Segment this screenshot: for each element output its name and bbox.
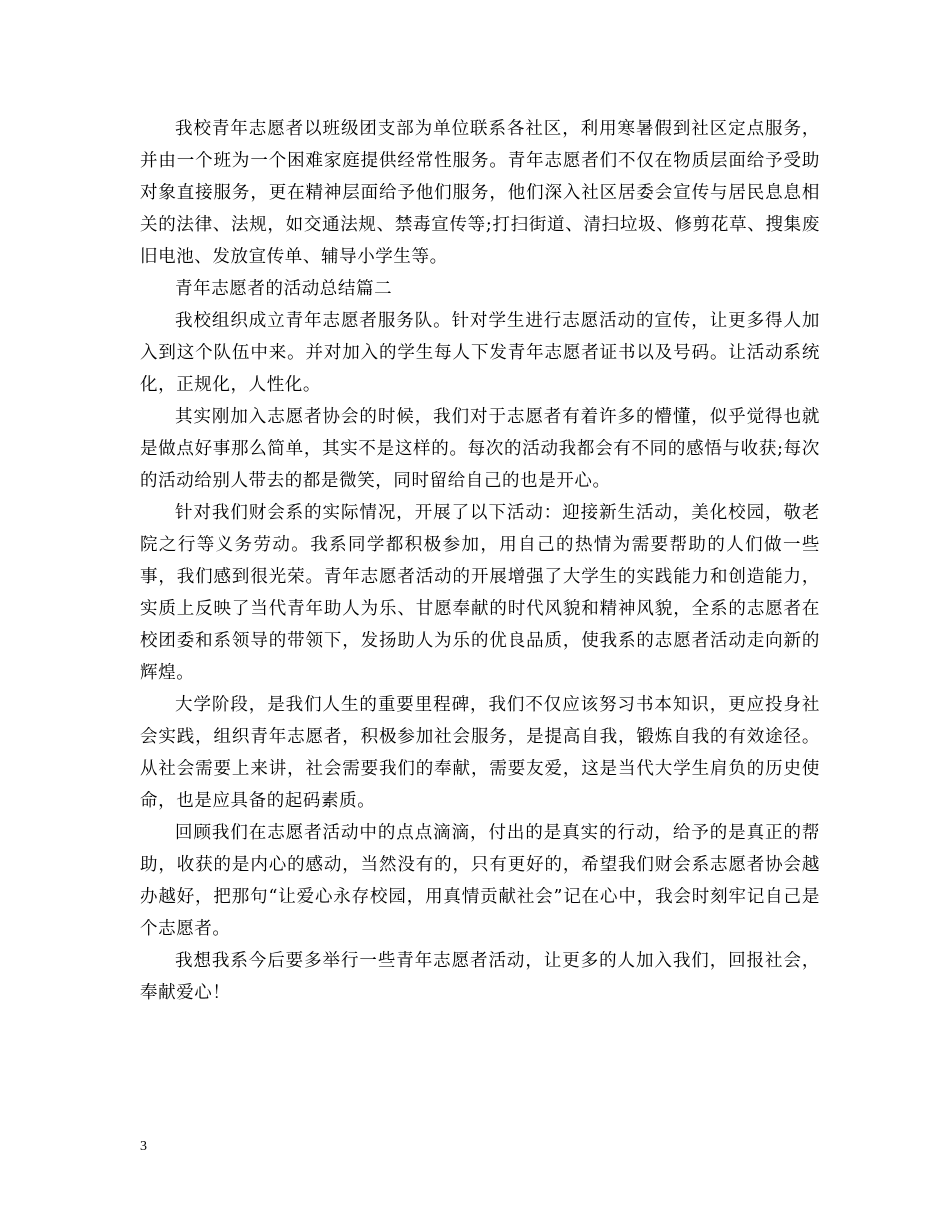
paragraph-3: 其实刚加入志愿者协会的时候，我们对于志愿者有着许多的懵懂，似乎觉得也就是做点好事那么简单，其实不是这样的。每次的活动我都会有不同的感悟与收获;每次的活动给别人带去的都是微笑，同时留给自己的也是开心。 [140, 407, 820, 491]
paragraph-2: 我校组织成立青年志愿者服务队。针对学生进行志愿活动的宣传，让更多得人加入到这个队伍中来。并对加入的学生每人下发青年志愿者证书以及号码。让活动系统化，正规化，人性化。 [140, 311, 820, 395]
paragraph-4: 针对我们财会系的实际情况，开展了以下活动：迎接新生活动，美化校园，敬老院之行等义务劳动。我系同学都积极参加，用自己的热情为需要帮助的人们做一些事，我们感到很光荣。青年志愿者活动的开展增强了大学生的实践能力和创造能力，实质上反映了当代青年助人为乐、甘愿奉献的时代风貌和精神风貌，全系的志愿者在校团委和系领导的带领下，发扬助人为乐的优良品质，使我系的志愿者活动走向新的辉煌。 [140, 503, 820, 683]
paragraph-5: 大学阶段，是我们人生的重要里程碑，我们不仅应该努习书本知识，更应投身社会实践，组织青年志愿者，积极参加社会服务，是提高自我，锻炼自我的有效途径。从社会需要上来讲，社会需要我们的奉献，需要友爱，这是当代大学生肩负的历史使命，也是应具备的起码素质。 [140, 695, 820, 811]
paragraph-6: 回顾我们在志愿者活动中的点点滴滴，付出的是真实的行动，给予的是真正的帮助，收获的是内心的感动，当然没有的，只有更好的，希望我们财会系志愿者协会越办越好，把那句“让爱心永存校园，用真情贡献社会”记在心中，我会时刻牢记自己是个志愿者。 [140, 823, 820, 939]
page-number: 3 [140, 1139, 147, 1154]
section-heading: 青年志愿者的活动总结篇二 [175, 279, 393, 299]
paragraph-7: 我想我系今后要多举行一些青年志愿者活动，让更多的人加入我们，回报社会，奉献爱心！ [140, 951, 820, 1003]
document-body [140, 113, 820, 1009]
paragraph-1: 我校青年志愿者以班级团支部为单位联系各社区，利用寒暑假到社区定点服务，并由一个班为一个困难家庭提供经常性服务。青年志愿者们不仅在物质层面给予受助对象直接服务，更在精神层面给予他们服务，他们深入社区居委会宣传与居民息息相关的法律、法规，如交通法规、禁毒宣传等;打扫街道、清扫垃圾、修剪花草、搜集废旧电池、发放宣传单、辅导小学生等。 [140, 119, 820, 267]
